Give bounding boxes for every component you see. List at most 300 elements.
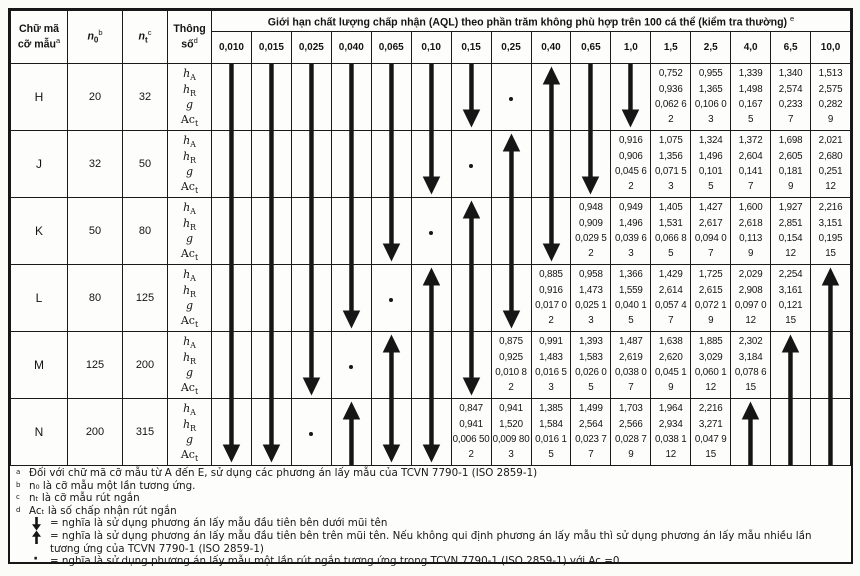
up-arrow-cell: [531, 64, 571, 131]
parameter-label: [168, 231, 211, 246]
plan-values-cell: [811, 131, 851, 198]
parameter-sub: R: [190, 88, 197, 98]
plan-value: 0,078 6: [734, 367, 767, 378]
down-arrow-icon: [372, 399, 411, 465]
shaft-arrow-icon: [252, 265, 291, 331]
plan-value: 0,101: [698, 166, 723, 177]
plan-value: 0,045 6: [615, 166, 647, 177]
plan-value: 2,618: [738, 217, 763, 229]
parameter-label: [168, 365, 211, 380]
parameter-base: g: [185, 232, 194, 245]
parameter-base: h: [182, 82, 191, 96]
parameter-sub: A: [190, 207, 196, 217]
aql-column-label: 0,40: [531, 32, 571, 64]
plan-values-cell: [691, 332, 731, 399]
plan-value: 9: [827, 114, 834, 126]
plan-value: 0,016 5: [535, 367, 567, 378]
plan-value: 12: [825, 181, 836, 193]
plan-value: 0,282: [818, 99, 843, 110]
aql-column-label: 0,015: [251, 32, 291, 64]
row-n0: 32: [68, 131, 123, 198]
aql-column-label: 0,15: [451, 32, 491, 64]
parameter-base: g: [185, 98, 194, 111]
parameter-label: [168, 350, 211, 365]
shaft-arrow-icon: [292, 198, 331, 264]
up-arrow-icon: [532, 64, 571, 130]
plan-value: 0,057 4: [654, 300, 687, 311]
plan-value: 1,356: [658, 150, 683, 162]
aql-column-label: 6,5: [771, 32, 811, 64]
shaft-arrow-cell: [212, 198, 252, 265]
up-arrow-legend-icon: [30, 530, 42, 546]
footnote-marker: c: [16, 493, 20, 502]
parameter-label: [168, 283, 211, 298]
dot-cell: [331, 332, 371, 399]
plan-value: 3: [508, 449, 514, 461]
parameter-label: [168, 313, 211, 328]
parameter-sub: t: [194, 320, 199, 330]
parameter-label: [168, 149, 211, 164]
aql-column-label: 0,010: [212, 32, 252, 64]
plan-value: 0,025 1: [575, 300, 607, 311]
plan-value: 0,038 1: [654, 434, 687, 445]
parameter-label: [168, 179, 211, 194]
parameter-sub: R: [190, 155, 197, 165]
parameter-label: [168, 164, 211, 179]
plan-value: 0,010 8: [495, 367, 527, 378]
plan-values-cell: [571, 399, 611, 466]
down-arrow-icon: [452, 332, 491, 398]
footnote-text: Đối với chữ mã cỡ mẫu từ A đến E, sử dụng các phương án lấy mẫu của TCVN 7790-1 (ISO 2859-1): [29, 467, 538, 479]
down-arrow-cell: [291, 332, 331, 399]
row-nt: 32: [123, 64, 168, 131]
parameter-base: Ac: [180, 314, 195, 328]
aql-column-label: 0,65: [571, 32, 611, 64]
plan-values-cell: [771, 265, 811, 332]
footnote-line: [14, 517, 843, 530]
parameter-base: g: [185, 433, 194, 446]
plan-value: 5: [548, 449, 554, 461]
up-arrow-cell: [771, 332, 811, 399]
shaft-arrow-icon: [212, 131, 251, 197]
plan-value: 0,097 0: [734, 300, 767, 311]
plan-values-cell: [451, 399, 491, 466]
up-arrow-icon: [332, 399, 371, 465]
down-arrow-cell: [251, 399, 291, 466]
plan-values-cell: [771, 198, 811, 265]
parameter-label: [168, 447, 211, 462]
parameter-label: [168, 200, 211, 215]
plan-values-cell: [571, 265, 611, 332]
shaft-arrow-cell: [251, 265, 291, 332]
plan-value: 1,483: [539, 351, 563, 363]
row-code: M: [11, 332, 68, 399]
parameter-base: h: [182, 417, 191, 431]
plan-value: 7: [787, 114, 794, 126]
dot-legend-icon: ·: [33, 551, 39, 568]
plan-values-cell: [731, 131, 771, 198]
plan-values-cell: [491, 332, 531, 399]
plan-value: 0,023 7: [575, 434, 607, 445]
parameter-base: h: [183, 134, 191, 148]
down-arrow-icon: [492, 265, 531, 331]
plan-values-cell: [651, 332, 691, 399]
down-arrow-cell: [212, 399, 252, 466]
down-arrow-icon: [452, 64, 491, 130]
plan-values-cell: [731, 198, 771, 265]
plan-value: 7: [748, 181, 754, 193]
header-parameters: Thông số$^d$: [168, 11, 212, 64]
shaft-arrow-cell: [291, 198, 331, 265]
footnote-text: n₀ là cỡ mẫu một lần tương ứng.: [29, 479, 196, 492]
plan-values-cell: [611, 265, 651, 332]
down-arrow-cell: [611, 64, 651, 131]
plan-value: 1,885: [698, 336, 723, 348]
shaft-arrow-icon: [332, 131, 371, 197]
footnote-text: nₜ là cỡ mẫu rút ngắn: [29, 492, 140, 505]
parameter-sub: t: [194, 119, 199, 129]
plan-value: 0,062 6: [654, 99, 687, 110]
footnote-text: Acₜ là số chấp nhận rút ngắn: [29, 504, 177, 517]
parameter-label: [168, 298, 211, 313]
aql-column-label: 1,5: [651, 32, 691, 64]
parameter-sub: A: [190, 341, 196, 351]
plan-value: 0,167: [738, 99, 763, 110]
shaft-arrow-cell: [212, 131, 252, 198]
plan-values-cell: [571, 198, 611, 265]
up-arrow-cell: [331, 399, 371, 466]
footnote-line: [14, 530, 843, 555]
shaft-arrow-icon: [292, 265, 331, 331]
plan-value: 2: [668, 114, 674, 126]
plan-value: 3: [548, 382, 554, 394]
table-frame: [8, 8, 853, 568]
shaft-arrow-cell: [291, 265, 331, 332]
up-arrow-cell: [371, 332, 411, 399]
plan-value: 2,216: [698, 403, 723, 415]
plan-value: 0,909: [579, 217, 603, 229]
parameter-label: [168, 133, 211, 148]
plan-value: 2,029: [738, 269, 763, 281]
footnote-text: = nghĩa là sử dụng phương án lấy mẫu đầu tiên bên dưới mũi tên: [50, 517, 388, 530]
plan-value: 0,936: [658, 83, 683, 95]
header-sample-code-label: Chữ mã cỡ mẫu: [17, 23, 60, 51]
footnote-marker: a: [16, 468, 21, 476]
parameter-base: h: [182, 283, 191, 297]
plan-values-cell: [611, 399, 651, 466]
plan-value: 0,847: [459, 403, 483, 415]
up-arrow-cell: [811, 265, 851, 332]
plan-value: 0,039 6: [615, 233, 647, 244]
dot-icon: [469, 164, 473, 168]
aql-column-label: 10,0: [811, 32, 851, 64]
up-arrow-icon: [452, 198, 491, 264]
footnote-line: [14, 467, 843, 480]
down-arrow-cell: [451, 64, 491, 131]
row-n0: 20: [68, 64, 123, 131]
footnote-ref-c: c: [147, 28, 152, 38]
plan-values-cell: [691, 198, 731, 265]
plan-value: 12: [665, 449, 677, 461]
plan-value: 2: [508, 382, 514, 394]
table-row: [11, 131, 851, 198]
row-code: K: [11, 198, 68, 265]
plan-value: 2,680: [818, 150, 843, 162]
plan-value: 9: [787, 181, 794, 193]
row-n0: 125: [68, 332, 123, 399]
plan-values-cell: [531, 265, 571, 332]
plan-value: 0,916: [539, 284, 563, 296]
plan-value: 1,366: [618, 269, 643, 281]
up-arrow-icon: [412, 265, 451, 331]
plan-value: 0,066 8: [654, 233, 687, 244]
plan-value: 1,385: [539, 403, 563, 415]
down-arrow-icon: [292, 332, 331, 398]
plan-values-cell: [731, 265, 771, 332]
up-arrow-cell: [731, 399, 771, 466]
plan-value: 12: [705, 382, 717, 394]
parameter-label: [168, 216, 211, 231]
parameter-base: Ac: [180, 113, 195, 127]
down-arrow-cell: [371, 399, 411, 466]
plan-value: 2,254: [778, 269, 803, 281]
down-arrow-cell: [531, 198, 571, 265]
header-sample-code: [11, 11, 68, 64]
footnote-text: = nghĩa là sử dụng phương án lấy mẫu một lần rút ngắn tương ứng trong TCVN 7790-1 (ISO 2859-1) với Ac =0: [50, 555, 620, 568]
parameter-base: h: [182, 350, 191, 364]
plan-value: 1,638: [658, 336, 683, 348]
shaft-arrow-cell: [331, 64, 371, 131]
shaft-arrow-cell: [411, 64, 451, 131]
aql-column-label: 0,10: [411, 32, 451, 64]
up-arrow-icon: [372, 332, 411, 398]
plan-value: 2: [588, 248, 594, 260]
plan-value: 1,703: [618, 403, 643, 415]
parameter-sub: R: [190, 356, 197, 366]
plan-value: 3,184: [738, 351, 763, 363]
plan-values-cell: [811, 198, 851, 265]
plan-value: 1,427: [698, 202, 723, 214]
shaft-arrow-cell: [811, 399, 851, 466]
plan-value: 2: [548, 315, 554, 327]
parameter-base: h: [183, 335, 191, 349]
shaft-arrow-cell: [771, 399, 811, 466]
plan-value: 1,498: [738, 83, 763, 95]
plan-value: 0,948: [579, 202, 603, 214]
shaft-arrow-icon: [292, 64, 331, 130]
plan-values-cell: [691, 64, 731, 131]
plan-value: 0,233: [778, 99, 803, 110]
plan-value: 1,340: [778, 68, 803, 80]
aql-sampling-table: [10, 10, 851, 466]
plan-value: 1,429: [658, 269, 683, 281]
plan-value: 9: [748, 248, 754, 260]
dot-icon: [349, 365, 353, 369]
plan-value: 2,564: [579, 418, 603, 430]
parameter-sub: A: [190, 274, 196, 284]
plan-value: 0,195: [818, 233, 843, 244]
down-arrow-icon: [212, 399, 251, 465]
plan-values-cell: [651, 265, 691, 332]
plan-value: 9: [628, 449, 634, 461]
plan-value: 2,566: [618, 418, 643, 430]
aql-column-label: 4,0: [731, 32, 771, 64]
parameter-sub: t: [194, 454, 199, 464]
plan-value: 2,908: [738, 284, 763, 296]
plan-value: 0,991: [539, 336, 563, 348]
plan-value: 1,584: [539, 418, 563, 430]
down-arrow-icon: [332, 265, 371, 331]
plan-value: 1,339: [738, 68, 763, 80]
aql-column-label: 2,5: [691, 32, 731, 64]
footnote-line: [14, 505, 843, 518]
footnote-line: [14, 492, 843, 505]
plan-value: 9: [668, 382, 674, 394]
plan-values-cell: [691, 265, 731, 332]
plan-value: 1,365: [698, 83, 723, 95]
shaft-arrow-icon: [412, 332, 451, 398]
plan-value: 15: [705, 449, 717, 461]
dot-icon: [389, 298, 393, 302]
down-arrow-icon: [412, 131, 451, 197]
up-arrow-cell: [411, 265, 451, 332]
footnote-line: [14, 480, 843, 493]
plan-value: 2,021: [818, 135, 843, 147]
parameter-base: g: [185, 366, 194, 379]
row-nt: 200: [123, 332, 168, 399]
down-arrow-icon: [532, 198, 571, 264]
up-arrow-icon: [771, 332, 810, 398]
plan-value: 0,026 0: [575, 367, 607, 378]
footnote-ref-a: a: [55, 36, 61, 46]
plan-value: 3,151: [818, 217, 843, 229]
shaft-arrow-cell: [291, 131, 331, 198]
plan-value: 0,094 0: [694, 233, 727, 244]
footnote-ref-e: e: [790, 14, 795, 24]
plan-value: 1,513: [818, 68, 843, 80]
plan-value: 0,038 0: [615, 367, 647, 378]
row-n0: 50: [68, 198, 123, 265]
plan-value: 1,583: [579, 351, 603, 363]
up-arrow-icon: [811, 265, 850, 331]
row-parameters: [168, 399, 212, 466]
table-row: [11, 64, 851, 131]
shaft-arrow-icon: [212, 332, 251, 398]
shaft-arrow-cell: [331, 198, 371, 265]
shaft-arrow-icon: [212, 265, 251, 331]
shaft-arrow-cell: [251, 332, 291, 399]
up-arrow-cell: [491, 131, 531, 198]
plan-value: 2,619: [618, 351, 643, 363]
aql-column-label: 0,25: [491, 32, 531, 64]
plan-value: 0,106 0: [694, 99, 727, 110]
down-arrow-cell: [331, 265, 371, 332]
plan-value: 1,698: [778, 135, 803, 147]
row-code: N: [11, 399, 68, 466]
plan-value: 2,851: [778, 217, 803, 229]
parameter-base: h: [182, 216, 191, 230]
row-nt: 125: [123, 265, 168, 332]
parameter-base: h: [182, 149, 191, 163]
plan-value: 3: [668, 181, 674, 193]
parameter-label: [168, 66, 211, 81]
up-arrow-cell: [451, 198, 491, 265]
parameter-base: Ac: [180, 180, 195, 194]
shaft-arrow-cell: [531, 131, 571, 198]
plan-value: 5: [628, 315, 634, 327]
plan-value: 2: [628, 181, 634, 193]
plan-value: 3,271: [698, 418, 723, 430]
plan-value: 3: [708, 114, 714, 126]
plan-value: 2,620: [658, 351, 683, 363]
row-nt: 50: [123, 131, 168, 198]
shaft-arrow-icon: [332, 198, 371, 264]
down-arrow-icon: [372, 198, 411, 264]
shaft-arrow-cell: [371, 64, 411, 131]
plan-values-cell: [651, 399, 691, 466]
plan-values-cell: [731, 332, 771, 399]
plan-value: 12: [785, 248, 796, 260]
dot-cell: [371, 265, 411, 332]
plan-values-cell: [531, 399, 571, 466]
plan-value: 1,405: [658, 202, 683, 214]
aql-column-label: 0,040: [331, 32, 371, 64]
plan-value: 1,473: [579, 284, 603, 296]
plan-values-cell: [771, 131, 811, 198]
plan-value: 0,029 5: [575, 233, 607, 244]
plan-value: 1,531: [658, 217, 683, 229]
plan-value: 0,040 1: [615, 300, 647, 311]
plan-value: 1,559: [618, 284, 643, 296]
plan-value: 15: [825, 248, 836, 260]
plan-value: 0,113: [739, 233, 763, 244]
shaft-arrow-icon: [212, 64, 251, 130]
plan-value: 0,072 1: [694, 300, 727, 311]
plan-value: 2,604: [738, 150, 763, 162]
plan-value: 1,372: [738, 135, 763, 147]
plan-values-cell: [811, 64, 851, 131]
footnote-text: = nghĩa là sử dụng phương án lấy mẫu đầu tiên bên trên mũi tên. Nếu không qui định phương án lấy mẫu thì sử dụng phương án lấy mẫu nhiều lần tương ứng của TCVN 7790-1 (ISO 2859-1): [50, 529, 812, 555]
plan-value: 0,006 50: [452, 434, 490, 445]
plan-value: 3: [628, 248, 634, 260]
plan-values-cell: [571, 332, 611, 399]
plan-values-cell: [771, 64, 811, 131]
up-arrow-icon: [492, 131, 531, 197]
down-arrow-cell: [491, 265, 531, 332]
plan-value: 7: [708, 248, 714, 260]
plan-values-cell: [611, 332, 651, 399]
down-arrow-cell: [411, 131, 451, 198]
row-nt: 315: [123, 399, 168, 466]
dot-cell: [291, 399, 331, 466]
parameter-sub: R: [190, 289, 197, 299]
plan-value: 0,941: [459, 418, 483, 430]
plan-value: 1,520: [499, 418, 523, 430]
row-parameters: [168, 131, 212, 198]
shaft-arrow-icon: [292, 131, 331, 197]
up-arrow-icon: [731, 399, 770, 465]
down-arrow-cell: [571, 131, 611, 198]
plan-value: 15: [785, 315, 796, 327]
down-arrow-cell: [411, 399, 451, 466]
plan-value: 7: [588, 449, 594, 461]
parameter-base: Ac: [180, 381, 195, 395]
plan-value: 0,949: [618, 202, 643, 214]
dot-icon: [429, 231, 433, 235]
parameter-label: [168, 334, 211, 349]
plan-value: 0,016 1: [535, 434, 567, 445]
plan-value: 0,017 0: [535, 300, 567, 311]
